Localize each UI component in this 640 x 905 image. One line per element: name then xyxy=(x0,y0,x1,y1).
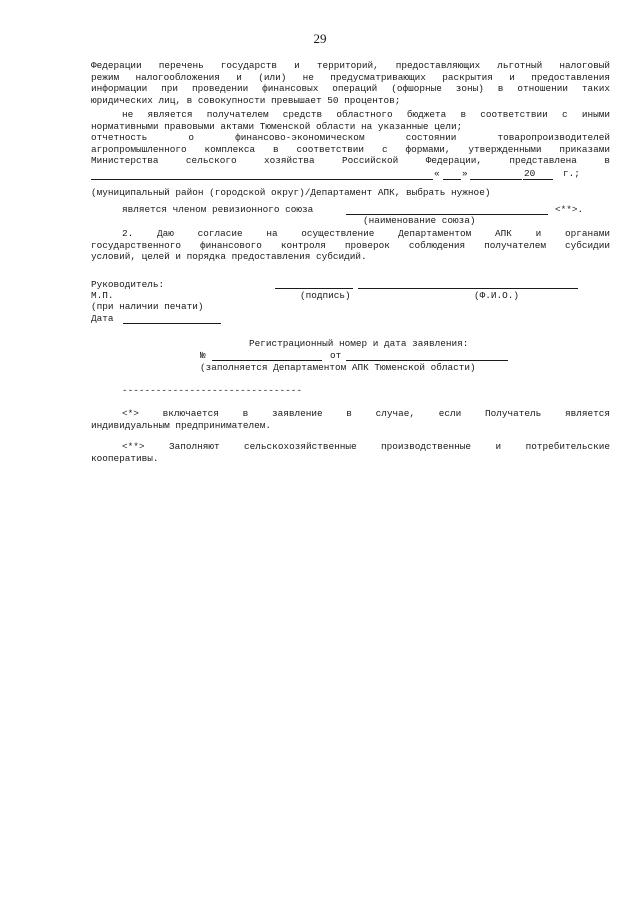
audit-union-text: является членом ревизионного союза xyxy=(122,204,314,215)
date-year-line xyxy=(523,179,553,180)
text-line: не является получателем средств областного бюджета в соответствии с иными xyxy=(122,109,610,120)
footnote-separator: -------------------------------- xyxy=(122,385,303,396)
footnote-1 xyxy=(91,408,610,431)
text-line: нормативными правовыми актами Тюменской области на указанные цели; xyxy=(91,120,463,132)
date-month-line xyxy=(470,179,522,180)
date-label: Дата xyxy=(91,313,114,324)
audit-union-caption: (наименование союза) xyxy=(363,215,476,226)
registration-from: от xyxy=(330,350,342,361)
text-line: кооперативы. xyxy=(91,452,159,464)
text-line: <**> Заполняют сельскохозяйственные производственные и потребительские xyxy=(122,441,610,452)
text-line: отчетность о финансово-экономическом состоянии товаропроизводителей xyxy=(91,132,610,143)
text-line: Министерства сельского хозяйства Российской Федерации, представлена в xyxy=(91,155,610,166)
date-day-line xyxy=(443,179,461,180)
text-line: государственного финансового контроля проверок соблюдения получателем субсидии xyxy=(91,239,610,251)
municipal-note: (муниципальный район (городской округ)/Департамент АПК, выбрать нужное) xyxy=(91,187,491,198)
date-year-suffix: г.; xyxy=(563,168,580,179)
paragraph-offshore xyxy=(91,60,610,106)
text-line: информации при проведении финансовых операций (офшорные зоны) в отношении таких xyxy=(91,83,610,94)
paragraph-consent xyxy=(91,228,610,263)
date-year-prefix: 20 xyxy=(524,168,536,179)
text-line: агропромышленного комплекса в соответствии с формами, утвержденными приказами xyxy=(91,143,610,155)
paragraph-not-recipient xyxy=(91,109,610,132)
text-line: <*> включается в заявление в случае, если Получатель является xyxy=(122,408,610,419)
seal-note: (при наличии печати) xyxy=(91,301,204,312)
municipal-field-line xyxy=(91,179,433,180)
registration-number-line xyxy=(212,360,322,361)
name-line xyxy=(358,288,578,289)
text-line: 2. Даю согласие на осуществление Департаментом АПК и органами xyxy=(122,228,610,239)
seal-label: М.П. xyxy=(91,290,114,301)
audit-union-ref: <**>. xyxy=(555,204,584,215)
text-line: условий, целей и порядка предоставления субсидий. xyxy=(91,251,367,262)
footnote-2 xyxy=(91,441,610,464)
name-caption: (Ф.И.О.) xyxy=(474,290,520,301)
signature-line xyxy=(275,288,353,289)
sign-caption: (подпись) xyxy=(300,290,351,301)
text-line: Федерации перечень государств и территорий, предоставляющих льготный налоговый xyxy=(91,60,610,71)
text-line: режим налогообложения и (или) не предусматривающих раскрытия и предоставления xyxy=(91,71,610,83)
date-quote-open: « xyxy=(434,168,440,179)
registration-number-sign: № xyxy=(200,350,206,361)
text-line: юридических лиц, в совокупности превышает 50 процентов; xyxy=(91,94,401,106)
text-line: индивидуальным предпринимателем. xyxy=(91,419,272,431)
registration-date-line xyxy=(346,360,508,361)
date-field-line xyxy=(123,323,221,324)
date-quote-close: » xyxy=(462,168,468,179)
registration-title: Регистрационный номер и дата заявления: xyxy=(249,338,469,349)
page-number: 29 xyxy=(313,31,327,46)
paragraph-reporting xyxy=(91,132,610,167)
head-label: Руководитель: xyxy=(91,279,165,290)
registration-note: (заполняется Департаментом АПК Тюменской области) xyxy=(200,362,476,373)
